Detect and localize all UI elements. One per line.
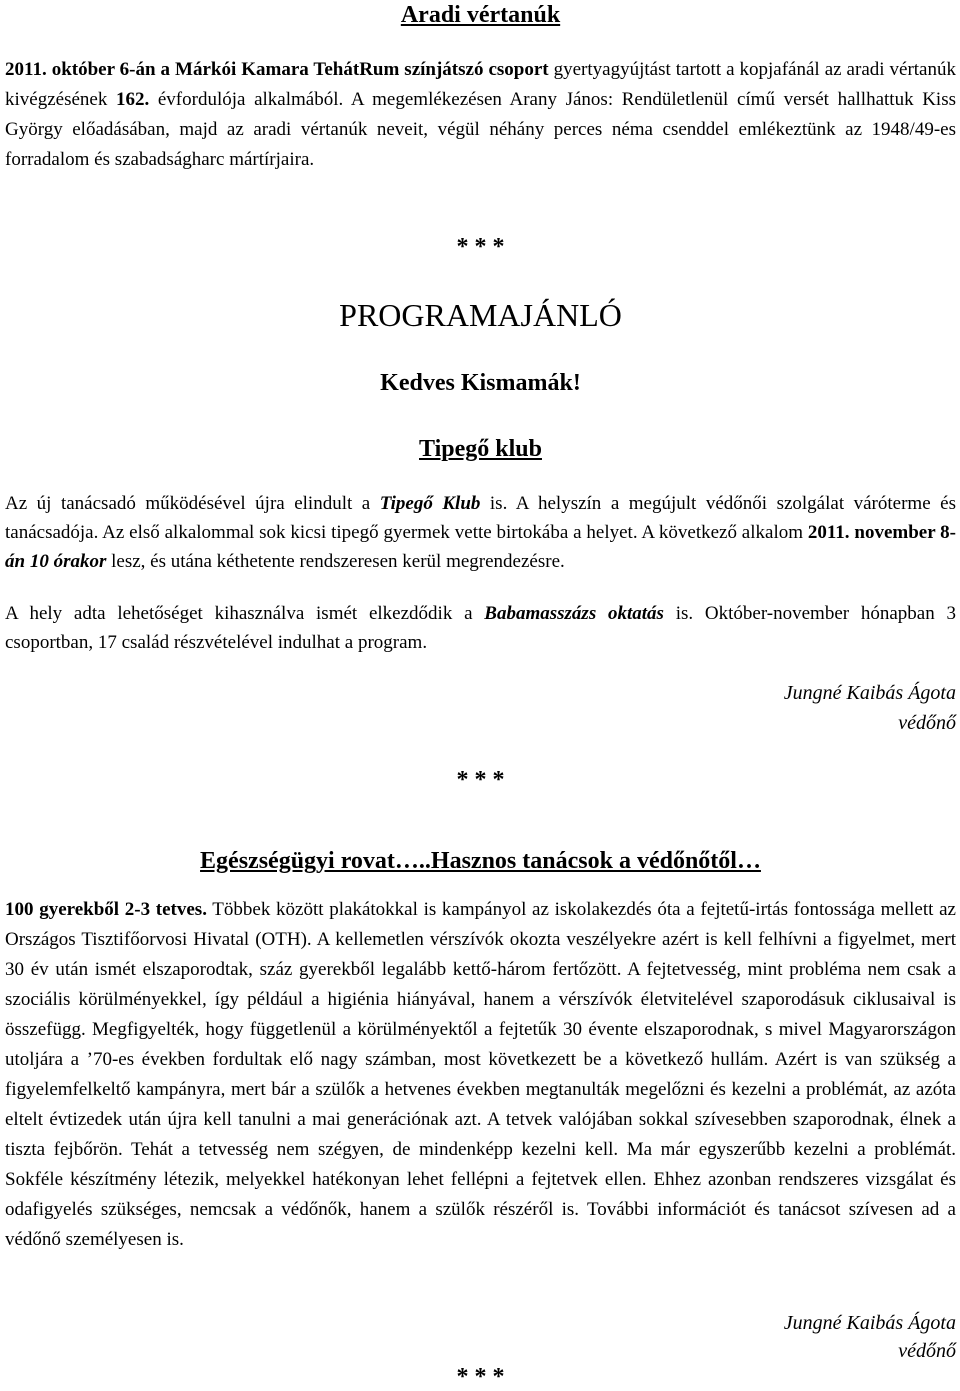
health-lead: 100 gyerekből 2-3 tetves. — [5, 899, 207, 920]
separator-1: * * * — [456, 234, 505, 260]
article-aradi-text1: gyertyagyújtást tartott a kopjafánál az aradi vértanúk kivégzésének — [5, 59, 956, 110]
tipego-klub-paragraph — [5, 489, 956, 576]
tipego-klub-heading: Tipegő klub — [419, 436, 542, 462]
health-body-text: Többek között plakátokkal is kampányol az iskolakezdés óta a fejtetű-irtás fontossága mellett az Országos Tisztifőorvosi Hivatal (OTH). A kellemetlen vérszívók okozta veszélyekre azért is kell felhívni a figyelmet, mert 30 év után ismét elszaporodtak, száz gyerekből legalább kettő-három fertőzött. A fejtetvesség, mint probléma nem csak a szociális körülményekkel, így például a higiénia hiányával, hanem a vérszívók életvitelével szaporodásuk ciklusaival is összefügg. Megfigyelték, hogy függetlenül a körülményektől a fejtetűk 30 évente elszaporodnak, s mivel Magyarországon utoljára a ’70-es években fordultak elő nagy számban, most következett be a következő hullám. Azért is van szükség a figyelemfelkeltő kampányra, mert bár a szülők a hetvenes években megtanulták megelőzni és kezelni a problémát, az azóta eltelt évtizedek után újra kell tanulni a mai generációnak azt. A tetvek valójában sokkal szívesebben szaporodnak, élnek a tiszta fejbőrön. Tehát a tetvesség nem szégyen, de mindenképp kezelni kell. Ma már egyszerűbb kezelni a problémát. Sokféle készítmény létezik, melyekkel hatékonyan lehet fellépni a fejtetvek ellen. Ehhez azonban rendszeres vizsgálat és odafigyelés szükséges, nemcsak a védőnők, hanem a szülők részéről is. További információt és tanácsot szívesen ad a védőnő személyesen is. — [5, 899, 956, 1250]
article-title-aradi: Aradi vértanúk — [400, 2, 561, 28]
baba-text2: is. Október-november hónapban 3 csoportban, 17 család részvételével indulhat a program. — [5, 603, 957, 653]
programajanlo-heading: PROGRAMAJÁNLÓ — [339, 297, 622, 333]
article-aradi-body — [5, 55, 956, 175]
article-aradi-bold-intro: 2011. október 6-án a Márkói Kamara TehátRum színjátszó csoport — [5, 59, 549, 80]
article-aradi-text2: évfordulója alkalmából. A megemlékezésen Arany János: Rendületlenül című versét hallhattuk Kiss György előadásában, majd az aradi vértanúk neveit, végül néhány perces néma csenddel emlékeztünk az 1948/49-es forradalom és szabadságharc mártírjaira. — [5, 89, 957, 170]
babamasszazs-paragraph — [5, 599, 956, 657]
baba-course-name: Babamasszázs oktatás — [484, 603, 664, 624]
signature-name-1: Jungné Kaibás Ágota — [783, 682, 956, 704]
egeszsegugyi-rovat-heading: Egészségügyi rovat…..Hasznos tanácsok a védőnőtől… — [200, 848, 761, 874]
tipego-club-name: Tipegő Klub — [379, 493, 481, 514]
signature-role-2: védőnő — [898, 1340, 956, 1362]
tipego-date-time: án 10 órakor — [5, 551, 107, 572]
signature-role-1: védőnő — [898, 712, 956, 734]
egeszsegugyi-rovat-body — [5, 895, 956, 1255]
tipego-text1: Az új tanácsadó működésével újra elindult a — [5, 493, 380, 514]
tipego-date-bold: 2011. november 8- — [807, 522, 956, 543]
article-aradi-anniversary: 162. — [115, 89, 150, 110]
tipego-text3: lesz, és utána kéthetente rendszeresen kerül megrendezésre. — [106, 551, 565, 572]
baba-text1: A hely adta lehetőséget kihasználva ismét elkezdődik a — [5, 603, 485, 624]
signature-name-2: Jungné Kaibás Ágota — [783, 1312, 956, 1334]
tipego-text2: is. A helyszín a megújult védőnői szolgálat váróterme és tanácsadója. Az első alkalommal sok kicsi tipegő gyermek vette birtokába a helyet. A következő alkalom — [5, 493, 956, 543]
separator-3: * * * — [456, 1364, 505, 1390]
separator-2: * * * — [456, 767, 505, 793]
greeting-heading: Kedves Kismamák! — [380, 370, 581, 396]
